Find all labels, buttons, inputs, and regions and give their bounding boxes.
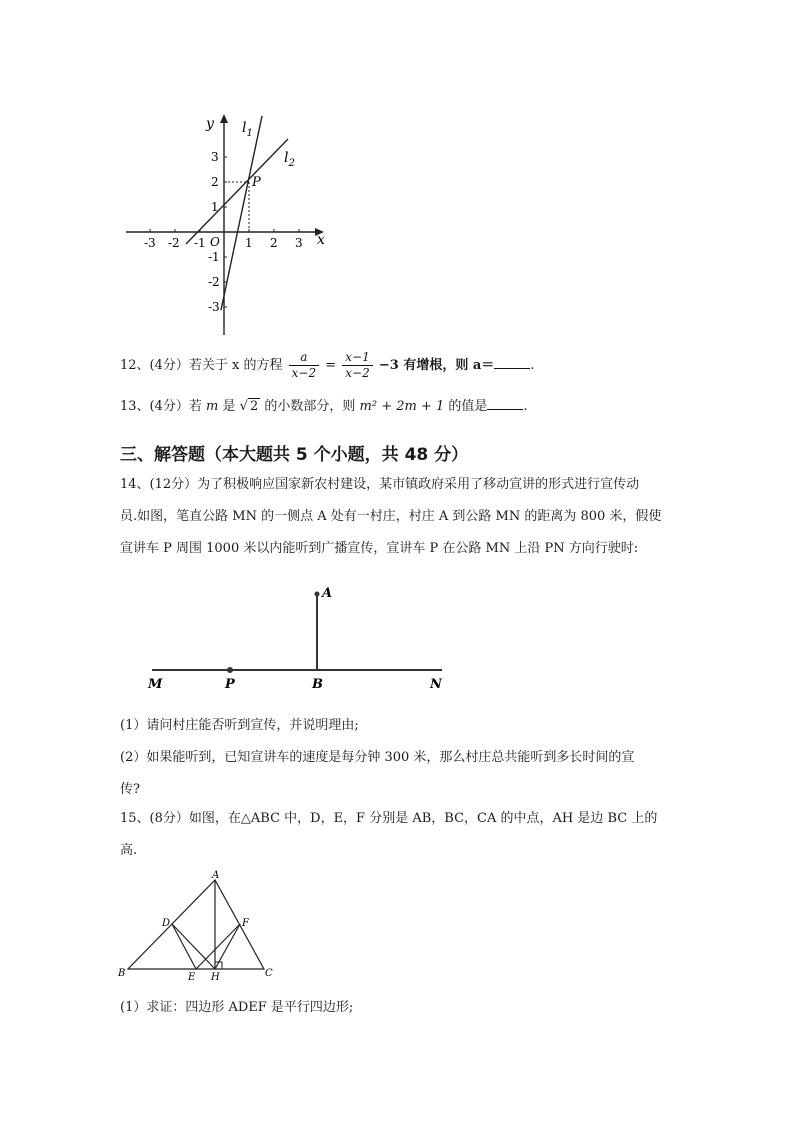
question-12 <box>120 350 534 381</box>
label-c: C <box>265 968 273 979</box>
y-tick-label: -1 <box>208 250 220 264</box>
q13-mid2: 的小数部分，则 <box>264 399 356 414</box>
q14-line-3: 宣讲车 P 周围 1000 米以内能听到广播宣传，宣讲车 P 在公路 MN 上沿 PN 方向行驶时: <box>120 541 639 556</box>
line-l1-label: $l_1$ <box>242 120 253 139</box>
line-l2-label: $l_2$ <box>284 150 295 169</box>
q12-suffix: −3 有增根，则 a＝ <box>378 358 495 373</box>
label-a: A <box>322 586 333 601</box>
label-h: H <box>211 972 220 983</box>
question-13 <box>120 397 528 417</box>
y-tick-label: 2 <box>211 175 219 189</box>
label-p: P <box>225 677 235 692</box>
q13-expression: m² + 2m + 1 <box>359 399 445 414</box>
label-m: M <box>148 677 163 692</box>
label-a: A <box>212 870 220 881</box>
q13-mid: 是 <box>222 399 236 414</box>
x-tick-label: -2 <box>168 236 180 250</box>
q13-prefix: 13、(4分）若 <box>120 399 202 414</box>
q13-end: . <box>523 399 528 414</box>
x-tick-label: -3 <box>144 236 156 250</box>
origin-label: O <box>210 235 220 249</box>
q12-fraction-1: $\frac{a}{x-2}$ <box>289 350 319 381</box>
q12-prefix: 12、(4分）若关于 x 的方程 <box>120 358 283 373</box>
coordinate-graph <box>118 110 348 340</box>
segment-dh <box>172 924 215 969</box>
q15-line-2: 高. <box>120 843 138 858</box>
y-tick-label: -2 <box>208 275 220 289</box>
label-e: E <box>188 972 196 983</box>
q13-var-m: m <box>206 399 219 414</box>
label-b: B <box>312 677 323 692</box>
x-tick-label: 3 <box>295 236 303 250</box>
question-15 <box>120 808 680 862</box>
q12-answer-blank <box>494 356 530 369</box>
point-p-label: P <box>252 175 261 190</box>
section-3-title: 三、解答题（本大题共 5 个小题，共 48 分） <box>120 445 469 465</box>
y-axis-label: y <box>206 116 214 132</box>
segment-de <box>172 924 196 969</box>
y-tick-label: 1 <box>211 200 219 214</box>
x-axis-label: x <box>317 232 325 248</box>
point-p-dot <box>227 667 233 673</box>
label-f: F <box>242 918 249 929</box>
q15-sub-1: (1）求证：四边形 ADEF 是平行四边形; <box>120 1000 354 1015</box>
q12-fraction-2: $\frac{x-1}{x-2}$ <box>342 350 372 381</box>
y-tick-label: -3 <box>208 300 220 314</box>
q14-line-2: 员.如图，笔直公路 MN 的一侧点 A 处有一村庄，村庄 A 到公路 MN 的距离为 800 米，假使 <box>120 509 662 524</box>
q13-suffix: 的值是 <box>448 399 488 414</box>
label-d: D <box>162 918 171 929</box>
line-l1 <box>221 116 262 310</box>
q13-sqrt: √ 2 <box>239 399 259 414</box>
q14-sub-2-line-2: 传? <box>120 782 140 797</box>
point-a-dot <box>315 592 320 597</box>
q12-end: . <box>530 358 535 373</box>
q12-equals: = <box>325 358 337 373</box>
label-b: B <box>118 968 126 979</box>
y-axis-arrow-icon <box>220 114 228 123</box>
question-14 <box>120 474 680 560</box>
q14-subquestions <box>120 715 680 801</box>
y-tick-label: 3 <box>211 150 219 164</box>
q14-sub-1: (1）请问村庄能否听到宣传，并说明理由; <box>120 718 359 733</box>
x-tick-label: 2 <box>270 236 278 250</box>
line-l2 <box>186 139 288 244</box>
label-n: N <box>430 677 442 692</box>
x-tick-label: 1 <box>245 236 253 250</box>
q15-triangle-figure <box>115 870 285 985</box>
q14-line-1: 14、(12分）为了积极响应国家新农村建设，某市镇政府采用了移动宣讲的形式进行宣传动 <box>120 477 640 492</box>
q14-sub-2-line-1: (2）如果能听到，已知宣讲车的速度是每分钟 300 米，那么村庄总共能听到多长时间的宣 <box>120 750 635 765</box>
q15-line-1: 15、(8分）如图，在△ABC 中，D，E，F 分别是 AB，BC，CA 的中点，AH 是边 BC 上的 <box>120 811 658 826</box>
q14-figure <box>140 580 460 695</box>
q13-answer-blank <box>487 397 523 410</box>
x-tick-label: -1 <box>194 236 206 250</box>
